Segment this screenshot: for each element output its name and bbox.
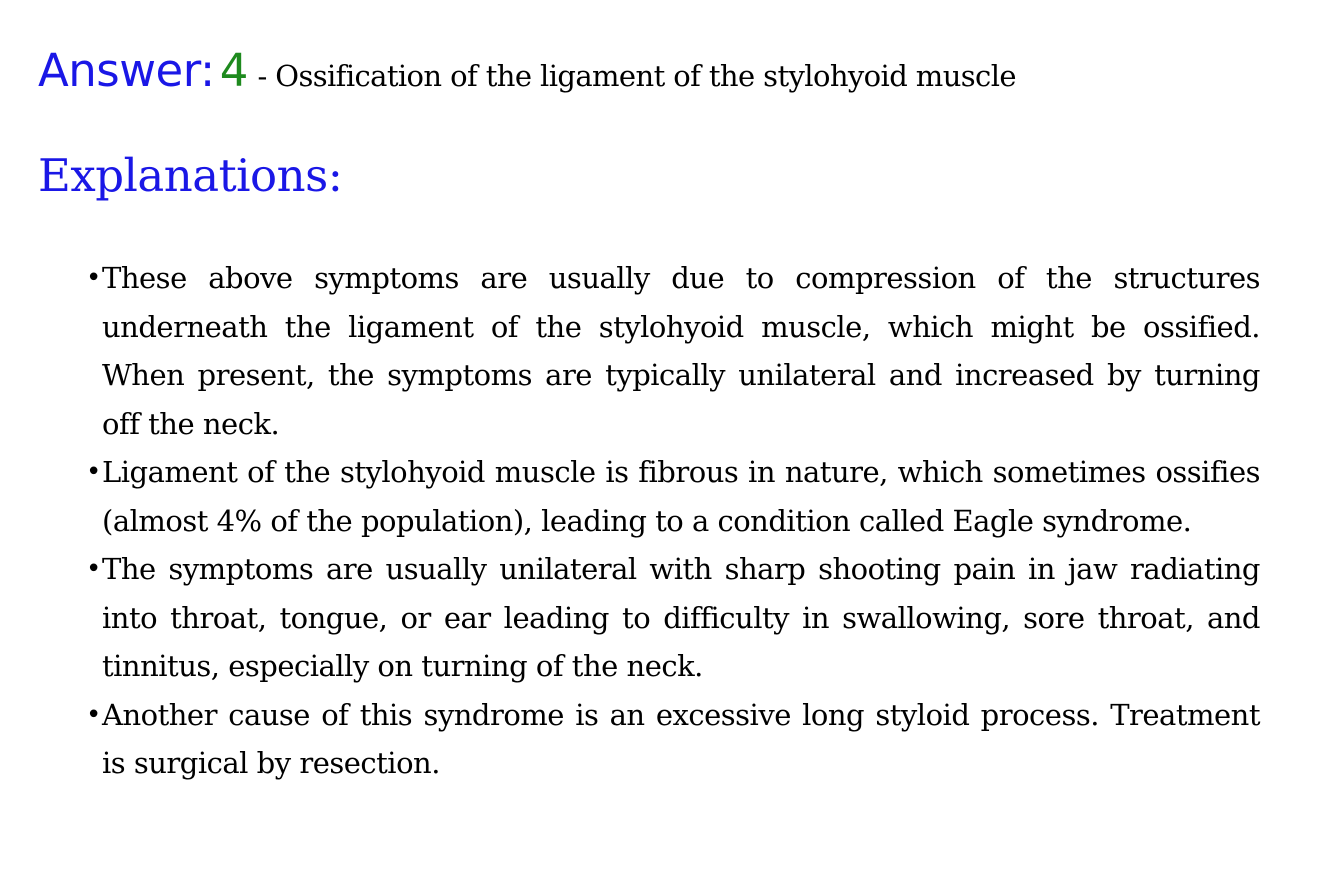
explanations-heading: Explanations: [38,149,343,202]
answer-label: Answer: [38,44,215,97]
bullet-icon: • [86,554,101,584]
answer-explanation-page [38,38,1260,788]
list-item [38,448,1260,545]
explanations-list [38,254,1260,788]
bullet-icon: • [86,457,101,487]
bullet-icon: • [86,263,101,293]
answer-line [38,38,1260,104]
answer-number: 4 [219,44,249,97]
list-item-text: Another cause of this syndrome is an excessive long styloid process. Treatment is surgical by resection. [102,697,1260,780]
list-item-text: These above symptoms are usually due to compression of the structures underneath the ligament of the stylohyoid muscle, which might be ossified. When present, the symptoms are typically unilateral and increased by turning off the neck. [102,261,1260,441]
list-item [38,254,1260,448]
list-item-text: Ligament of the stylohyoid muscle is fibrous in nature, which sometimes ossifies (almost 4% of the population), leading to a condition called Eagle syndrome. [102,455,1260,538]
answer-text: - Ossification of the ligament of the stylohyoid muscle [257,59,1016,93]
list-item-text: The symptoms are usually unilateral with sharp shooting pain in jaw radiating into throat, tongue, or ear leading to difficulty in swallowing, sore throat, and tinnitus, especially on turning of the neck. [102,552,1260,683]
list-item [38,691,1260,788]
bullet-icon: • [86,699,101,730]
list-item [38,545,1260,691]
